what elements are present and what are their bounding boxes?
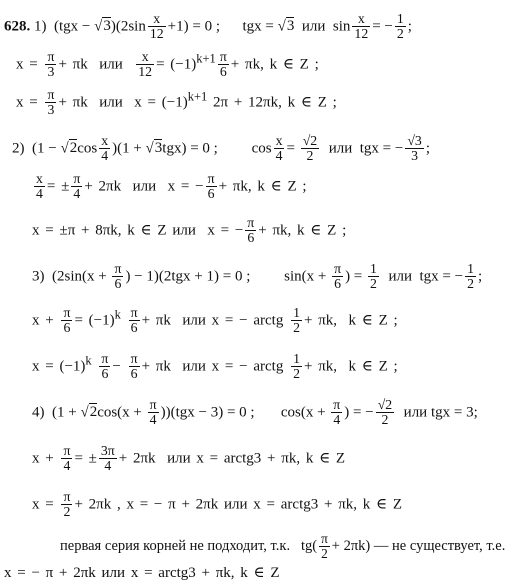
explanation-text: первая серия корней не подходит, т.к.	[60, 537, 291, 554]
solution-line-11: x + $\frac{\pi}{4}$ = ± $\frac{3\pi}{4}$ + 2πk или x = arctg3 + πk, k ∈ Z	[32, 443, 346, 474]
problem-number: 628.	[4, 18, 31, 35]
solution-line-9: $x = (-1)^k$ $\frac{\pi}{6}$ − $\frac{\pi}{6}$ + πk или x = − arctg $\frac{1}{2}$ + πk, k ∈ Z ;	[32, 351, 398, 382]
fraction: $\frac{x}{12}$	[149, 11, 164, 42]
solution-line-12: x = $\frac{\pi}{2}$ + 2πk , x = − π + 2πk или x = arctg3 + πk, k ∈ Z	[32, 489, 403, 520]
part-label-2: 2)	[12, 140, 25, 157]
solution-line-5: $\frac{x}{4}$ = ± $\frac{\pi}{4}$ + 2πk или x = − $\frac{\pi}{6}$ + πk, k ∈ Z ;	[36, 171, 307, 202]
final-answer-line: x = − π + 2πk или x = arctg3 + πk, k ∈ Z	[4, 565, 280, 581]
solution-line-3: x = $\frac{\pi}{3}$ + πk или $x = (-1)^{k+1}$ 2π + 12πk, k ∈ Z ;	[16, 87, 337, 118]
solution-line-6: x = ±π + 8πk, k ∈ Z или x = − $\frac{\pi}{6}$ + πk, k ∈ Z ;	[32, 215, 347, 246]
part-label-1: 1)	[34, 18, 47, 35]
problem-line-4: 2) (1 − √2cos $\frac{x}{4}$ )(1 + √3tgx) = 0 ; cos $\frac{x}{4}$ = $\frac{√2}{2}$ или tgx = − $\frac{√3}{3}$ ;	[12, 133, 430, 164]
problem-line-1: 628. 1) (tgx − √3)(2sin $\frac{x}{12}$ +1) = 0 ; tgx = √3 или sin $\frac{x}{12}$ = − $\frac{1}{2}$ ;	[4, 11, 412, 42]
explanation-end: — не существует, т.е.	[373, 537, 506, 554]
explanation-line: первая серия корней не подходит, т.к. tg( $\frac{\pi}{2}$ + 2πk) — не существует, т.е.	[60, 531, 506, 561]
problem-line-10: 4) (1 + √2cos(x + $\frac{\pi}{4}$ ))(tgx − 3) = 0 ; cos(x + $\frac{\pi}{4}$ ) = − $\frac{√2}{2}$ или tgx = 3;	[32, 397, 478, 428]
solution-line-8: x + $\frac{\pi}{6}$ = $(-1)^k$ $\frac{\pi}{6}$ + πk или x = − arctg $\frac{1}{2}$ + πk, k ∈ Z ;	[32, 305, 398, 336]
solution-line-2: x = $\frac{\pi}{3}$ + πk или $\frac{x}{12}$ = $(-1)^{k+1}$ $\frac{\pi}{6}$ + πk, k ∈ Z ;	[16, 49, 319, 80]
problem-line-7: 3) (2sin(x + $\frac{\pi}{6}$ ) − 1)(2tgx + 1) = 0 ; sin(x + $\frac{\pi}{6}$ ) = $\frac{1}{2}$ или tgx = − $\frac{1}{2}$ ;	[32, 261, 483, 292]
part-label-3: 3)	[32, 268, 45, 285]
part-label-4: 4)	[32, 404, 45, 421]
